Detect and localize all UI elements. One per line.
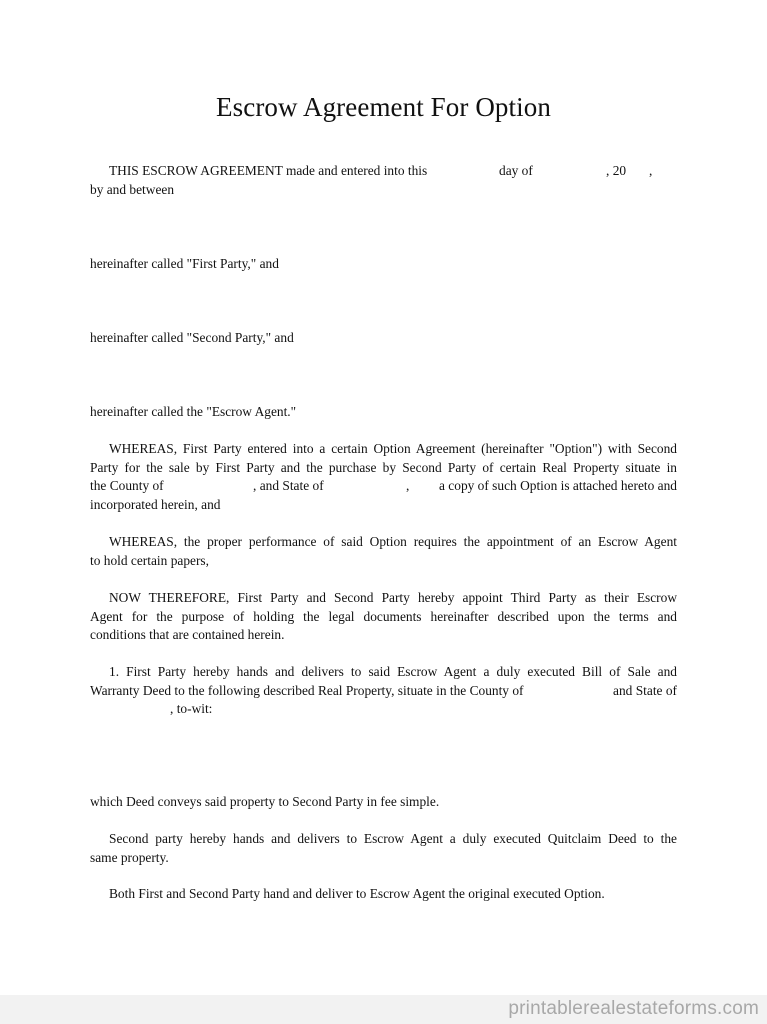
second-party-line: hereinafter called "Second Party," and <box>90 330 294 345</box>
comma-text: , <box>649 163 653 178</box>
state-label: , and State of <box>253 478 324 494</box>
item-1-paragraph <box>90 663 677 719</box>
year-label: , 20 <box>606 163 627 178</box>
county-clause: Warranty Deed to the following described Real Property, situate in the County of <box>90 682 524 698</box>
whereas2-line-2: to hold certain papers, <box>90 552 209 568</box>
first-party-line: hereinafter called "First Party," and <box>90 256 279 271</box>
county-label: the County of <box>90 478 164 494</box>
now-therefore-line-3: conditions that are contained herein. <box>90 627 285 643</box>
escrow-agent-line: hereinafter called the "Escrow Agent." <box>90 404 297 419</box>
whereas1-line-4: incorporated herein, and <box>90 496 221 512</box>
document-title: Escrow Agreement For Option <box>216 92 551 122</box>
item1-line-1: 1. First Party hereby hands and delivers to said Escrow Agent a duly executed Bill of Sale and <box>109 664 677 679</box>
both-parties-line: Both First and Second Party hand and deliver to Escrow Agent the original executed Option. <box>109 886 605 901</box>
whereas-paragraph-2 <box>90 533 677 570</box>
whereas-paragraph-1 <box>90 440 677 514</box>
day-of-label: day of <box>499 163 533 178</box>
now-therefore-line-1: NOW THEREFORE, First Party and Second Party hereby appoint Third Party as their Escrow <box>109 590 677 605</box>
intro-line-1 <box>90 162 677 181</box>
now-therefore-line-2: Agent for the purpose of holding the legal documents hereinafter described upon the terms and <box>90 608 677 624</box>
quitclaim-line-2: same property. <box>90 849 169 865</box>
quitclaim-paragraph <box>90 830 677 867</box>
state-label: and State of <box>613 682 677 698</box>
comma-text: , <box>406 478 410 494</box>
whereas1-line-3 <box>90 477 677 496</box>
whereas1-line-2: Party for the sale by First Party and the purchase by Second Party of certain Real Property situate in <box>90 459 677 475</box>
copy-attached-text: a copy of such Option is attached hereto and <box>439 478 677 494</box>
quitclaim-line-1: Second party hereby hands and delivers to Escrow Agent a duly executed Quitclaim Deed to the <box>109 831 677 846</box>
intro-paragraph <box>90 162 677 199</box>
by-and-between: by and between <box>90 181 175 197</box>
now-therefore-paragraph <box>90 589 677 645</box>
site-watermark[interactable]: printablerealestateforms.com <box>508 998 759 1019</box>
both-parties-paragraph <box>90 885 677 904</box>
whereas1-line-1: WHEREAS, First Party entered into a certain Option Agreement (hereinafter "Option") with Second <box>109 441 677 456</box>
deed-conveys-line: which Deed conveys said property to Second Party in fee simple. <box>90 794 440 809</box>
intro-text: THIS ESCROW AGREEMENT made and entered into this <box>109 163 428 178</box>
whereas2-line-1: WHEREAS, the proper performance of said Option requires the appointment of an Escrow Agent <box>109 534 677 549</box>
item1-line-2 <box>90 682 677 701</box>
to-wit-text: , to-wit: <box>170 701 213 717</box>
footer-bar <box>0 995 767 1024</box>
